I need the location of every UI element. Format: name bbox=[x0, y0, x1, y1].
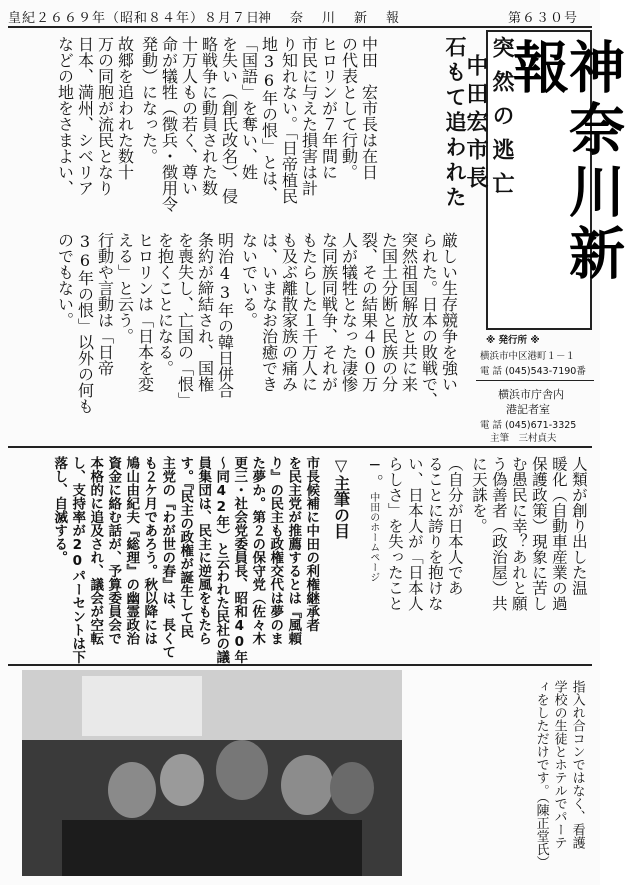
office-sub: 港記者室 bbox=[506, 403, 550, 416]
article-col: は、いまなお治癒でき bbox=[259, 232, 279, 392]
article-col: ヒロリンが７年間に bbox=[319, 36, 339, 180]
opinion-col: ─。 bbox=[365, 456, 384, 490]
editor-eye-col: 本格的に追及され、議会が空転 bbox=[87, 456, 104, 645]
article-col: 条約が締結され、国権 bbox=[195, 232, 215, 392]
headline-2: 中田宏市長 bbox=[463, 54, 489, 194]
opinion-source: 中田のホームページ bbox=[367, 492, 379, 582]
article-col: ヒロリンは「日本を変 bbox=[135, 232, 155, 392]
editor-eye-col: 〜同42年）と云われた民社の議 bbox=[213, 456, 230, 664]
opinion-col: （自分が日本人であ bbox=[445, 456, 464, 596]
section-divider bbox=[8, 446, 592, 448]
article-col: を失い（創氏改名）、侵 bbox=[219, 36, 239, 204]
opinion-col: に天誅を。 bbox=[469, 456, 488, 534]
editor-eye-col: 落し、自滅する。 bbox=[51, 456, 68, 564]
photo-illustration bbox=[22, 670, 402, 876]
article-col: 発動）になった。 bbox=[139, 36, 159, 164]
article-col: 「国語」を奪い、姓 bbox=[239, 36, 259, 180]
editor-eye-col: 員集団は、民主に逆風をもたら bbox=[195, 456, 212, 645]
editor-eye-title: ▽主筆の目 bbox=[331, 456, 351, 539]
article-col: 裂、その結果４００万 bbox=[359, 232, 379, 392]
editor-eye-col: 主党の『わが世の春』は、長くて bbox=[159, 456, 176, 659]
opinion-col: む愚民に幸？あれと願 bbox=[509, 456, 528, 611]
article-col: 明治43年の韓日併合 bbox=[215, 232, 235, 398]
editor-eye-col: 市長候補に中田の利権継承者 bbox=[303, 456, 320, 632]
article-col: 万の同胞が流民となり bbox=[95, 36, 115, 196]
article-col: 厳しい生存競争を強い bbox=[439, 232, 459, 392]
article-col: な同族同戦争、それが bbox=[319, 232, 339, 392]
opinion-col: 人類が創り出した温 bbox=[569, 456, 588, 596]
article-col: のでもない。 bbox=[55, 232, 75, 328]
article-col: も及ぶ離散家族の痛み bbox=[279, 232, 299, 392]
opinion-col: らしさ」を失ったこと bbox=[385, 456, 404, 611]
article-col: 略戦争に動員された数 bbox=[199, 36, 219, 196]
article-col: 人が犠牲となった凄惨 bbox=[339, 232, 359, 392]
caption-col: ィをしただけです。（陳正堂氏） bbox=[533, 680, 549, 869]
article-col: える」と云う。 bbox=[115, 232, 135, 344]
editor-eye-col: た夢か。第２の保守党（佐々木 bbox=[249, 456, 266, 645]
masthead-title: 神奈川新報 bbox=[504, 38, 625, 286]
editor-name: 主筆 三村貞夫 bbox=[490, 433, 557, 444]
editor-eye-col: 鳩山由紀夫『総理』の幽霊政治 bbox=[123, 456, 140, 645]
opinion-col: 保護政策）現象に苦し bbox=[529, 456, 548, 611]
publisher-box bbox=[476, 330, 594, 442]
editor-eye-col: り』の民主も政権交代は夢のま bbox=[267, 456, 284, 645]
divider bbox=[476, 380, 594, 381]
article-col: もたらした１千万人に bbox=[299, 232, 319, 392]
headline-3: 突然の逃亡 bbox=[489, 36, 515, 206]
article-col: を抱くことになる。 bbox=[155, 232, 175, 376]
article-col: 市民に与えた損害は計 bbox=[299, 36, 319, 196]
article-col: 行動や言動は「日帝 bbox=[95, 232, 115, 376]
group-photo bbox=[22, 670, 402, 876]
caption-col: 学校の生徒とホテルでパーテ bbox=[551, 680, 567, 849]
issue-date: 皇紀２６６９年（昭和８４年）８月７日 bbox=[8, 11, 261, 26]
article-col: 中田 宏市長は在日 bbox=[359, 36, 379, 180]
editor-eye-col: も２ケ月であろう。秋以降には bbox=[141, 456, 158, 645]
article-col: の代表として行動。 bbox=[339, 36, 359, 180]
editor-eye-col: 更三・社会党委員長、昭和40年 bbox=[231, 456, 248, 664]
caption-col: 指入れ合コンではなく、看護 bbox=[569, 680, 585, 849]
article-col: などの地をさまよい、 bbox=[55, 36, 75, 196]
article-col: た国土分断と民族の分 bbox=[379, 232, 399, 392]
article-col: り知れない。「日帝植民 bbox=[279, 36, 299, 204]
headline-1: 石もて追われた bbox=[443, 36, 468, 211]
article-col: 十万人もの若く、尊い bbox=[179, 36, 199, 196]
editor-eye-col: す。『民主の政権が誕生して民 bbox=[177, 456, 194, 639]
publisher-label: ※ 発行所 ※ bbox=[486, 335, 540, 346]
opinion-col: 暖化（自動車産業の過 bbox=[549, 456, 568, 611]
office-name: 横浜市庁舎内 bbox=[498, 388, 564, 401]
editor-eye-col: を民主党が推薦するとは『風頼 bbox=[285, 456, 302, 645]
section-divider bbox=[8, 664, 592, 666]
opinion-col: い、日本人が「日本人 bbox=[405, 456, 424, 611]
article-col: 命が犠牲（徴兵・徴用令 bbox=[159, 36, 179, 212]
article-col: 故郷を追われた数十 bbox=[115, 36, 135, 180]
page-header bbox=[8, 4, 592, 28]
article-col: られた。日本の敗戦で、 bbox=[419, 232, 439, 408]
editor-eye-col: し、支持率が20パーセントは下 bbox=[69, 456, 86, 664]
opinion-col: う偽善者（政治屋）共 bbox=[489, 456, 508, 611]
article-col: 突然祖国解放と共に来 bbox=[399, 232, 419, 392]
article-col: 36年の恨」以外の何も bbox=[75, 232, 95, 414]
paper-name: 神 奈 川 新 報 bbox=[258, 11, 403, 26]
article-col: ないでいる。 bbox=[239, 232, 259, 328]
publisher-address: 横浜市中区港町１－１ bbox=[480, 351, 576, 362]
issue-number: 第６３０号 bbox=[508, 11, 579, 26]
article-col: を喪失し、亡国の「恨」 bbox=[175, 232, 195, 408]
opinion-col: ることに誇りを抱けな bbox=[425, 456, 444, 611]
article-col: 地36年の恨」とは、 bbox=[259, 36, 279, 202]
editor-eye-col: 資金に絡む話が、予算委員会で bbox=[105, 456, 122, 645]
article-col: 日本、満州、シベリア bbox=[75, 36, 95, 196]
office-phone: 電 話 (045)671-3325 bbox=[480, 420, 577, 431]
publisher-phone: 電 話 (045)543-7190番 bbox=[480, 366, 586, 377]
